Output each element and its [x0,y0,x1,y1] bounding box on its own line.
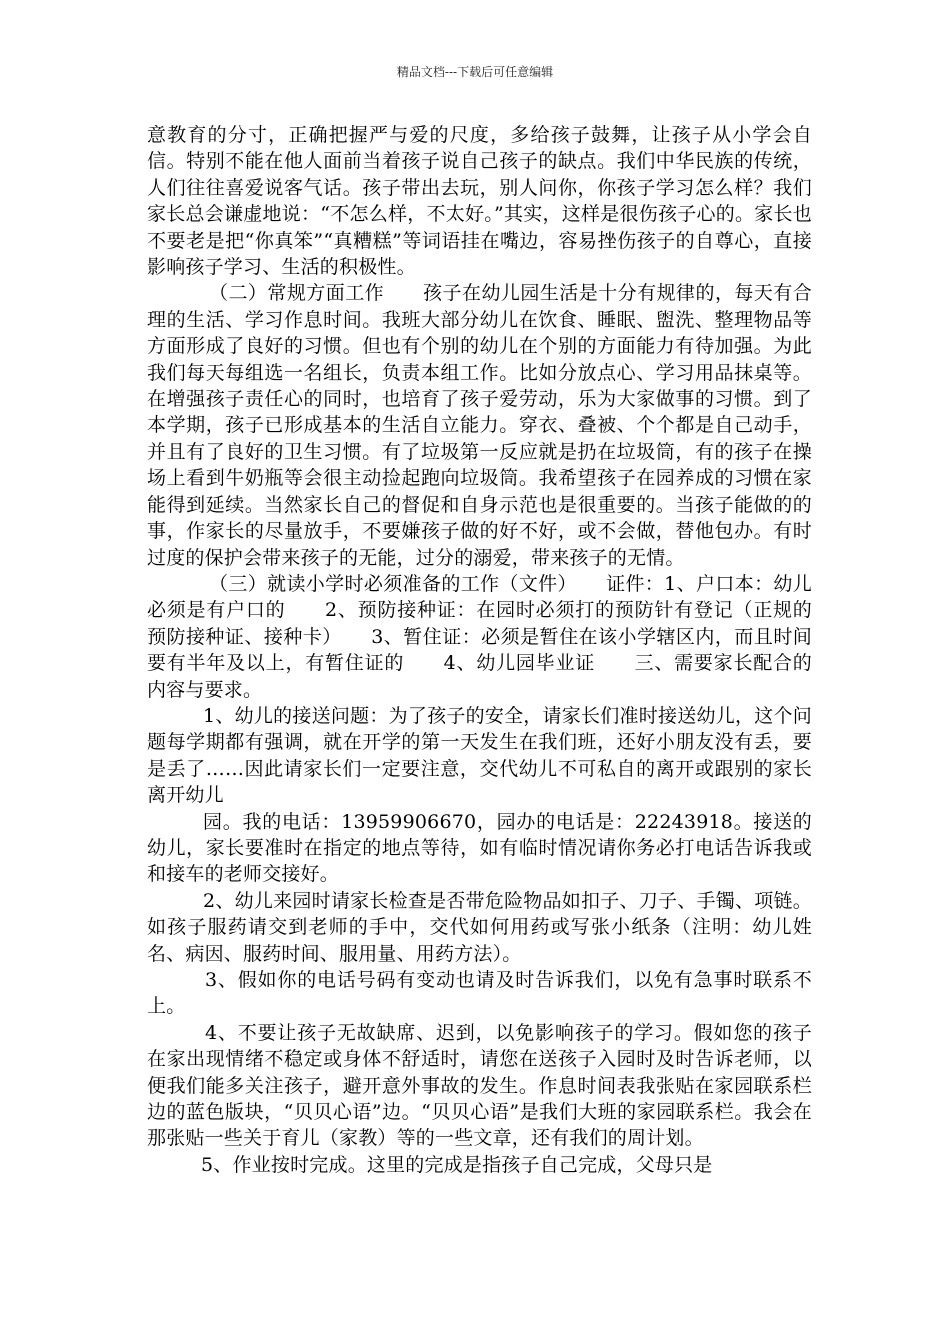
paragraph-education-measure: 意教育的分寸，正确把握严与爱的尺度，多给孩子鼓舞，让孩子从小学会自信。特别不能在他人面前当着孩子说自己孩子的缺点。我们中华民族的传统，人们往往喜爱说客气话。孩子带出去玩，别人问你，你孩子学习怎么样？我们家长总会谦虚地说：“不怎么样，不太好。”其实，这样是很伤孩子心的。家长也不要老是把“你真笨”“真糟糕”等词语挂在嘴边，容易挫伤孩子的自尊心，直接影响孩子学习、生活的积极性。 [147,124,812,279]
paragraph-item-3-phone-change: 3、假如你的电话号码有变动也请及时告诉我们，以免有急事时联系不上。 [147,969,812,1018]
paragraph-item-5-homework: 5、作业按时完成。这里的完成是指孩子自己完成，父母只是 [201,1153,713,1176]
paragraph-item-4-attendance: 4、不要让孩子无故缺席、迟到，以免影响孩子的学习。假如您的孩子在家出现情绪不稳定或身体不舒适时，请您在送孩子入园时及时告诉老师，以便我们能多关注孩子，避开意外事故的发生。作息时间表我张贴在家园联系栏边的蓝色版块，“贝贝心语”边。“贝贝心语”是我们大班的家园联系栏。我会在那张贴一些关于育儿（家教）等的一些文章，还有我们的周计划。 [147,1021,812,1150]
paragraph-item-2-safety: 2、幼儿来园时请家长检查是否带危险物品如扣子、刀子、手镯、项链。如孩子服药请交到老师的手中，交代如何用药或写张小纸条（注明：幼儿姓名、病因、服药时间、服用量、用药方法）。 [147,889,812,965]
document-body [147,122,812,1178]
paragraph-item-1-pickup: 1、幼儿的接送问题：为了孩子的安全，请家长们准时接送幼儿，这个问题每学期都有强调，就在开学的第一天发生在我们班，还好小朋友没有丢，要是丢了……因此请家长们一定要注意，交代幼儿不可私自的离开或跟别的家长离开幼儿 [147,704,812,807]
page-header: 精品文档---下载后可任意编辑 [396,65,554,79]
paragraph-phone-numbers: 园。我的电话：13959906670，园办的电话是：22243918。接送的幼儿，家长要准时在指定的地点等待，如有临时情况请你务必打电话告诉我或和接车的老师交接好。 [147,810,812,886]
paragraph-routine-work: （二）常规方面工作 孩子在幼儿园生活是十分有规律的，每天有合理的生活、学习作息时间。我班大部分幼儿在饮食、睡眠、盥洗、整理物品等方面形成了良好的习惯。但也有个别的幼儿在个别的方面能力有待加强。为此我们每天每组选一名组长，负责本组工作。比如分放点心、学习用品抹桌等。在增强孩子责任心的同时，也培育了孩子爱劳动，乐为大家做事的习惯。到了本学期，孩子已形成基本的生活自立能力。穿衣、叠被、个个都是自己动手，并且有了良好的卫生习惯。有了垃圾第一反应就是扔在垃圾筒，有的孩子在操场上看到牛奶瓶等会很主动捡起跑向垃圾筒。我希望孩子在园养成的习惯在家能得到延续。当然家长自己的督促和自身示范也是很重要的。当孩子能做的的事，作家长的尽量放手，不要嫌孩子做的好不好，或不会做，替他包办。有时过度的保护会带来孩子的无能，过分的溺爱，带来孩子的无情。 [147,282,812,569]
paragraph-school-documents: （三）就读小学时必须准备的工作（文件） 证件：1、户口本：幼儿必须是有户口的 2、预防接种证：在园时必须打的预防针有登记（正规的预防接种证、接种卡） 3、暂住证：必须是暂住在该小学辖区内，而且时间要有半年及以上，有暂住证的 4、幼儿园毕业证 三、需要家长配合的内容与要求。 [147,572,812,701]
